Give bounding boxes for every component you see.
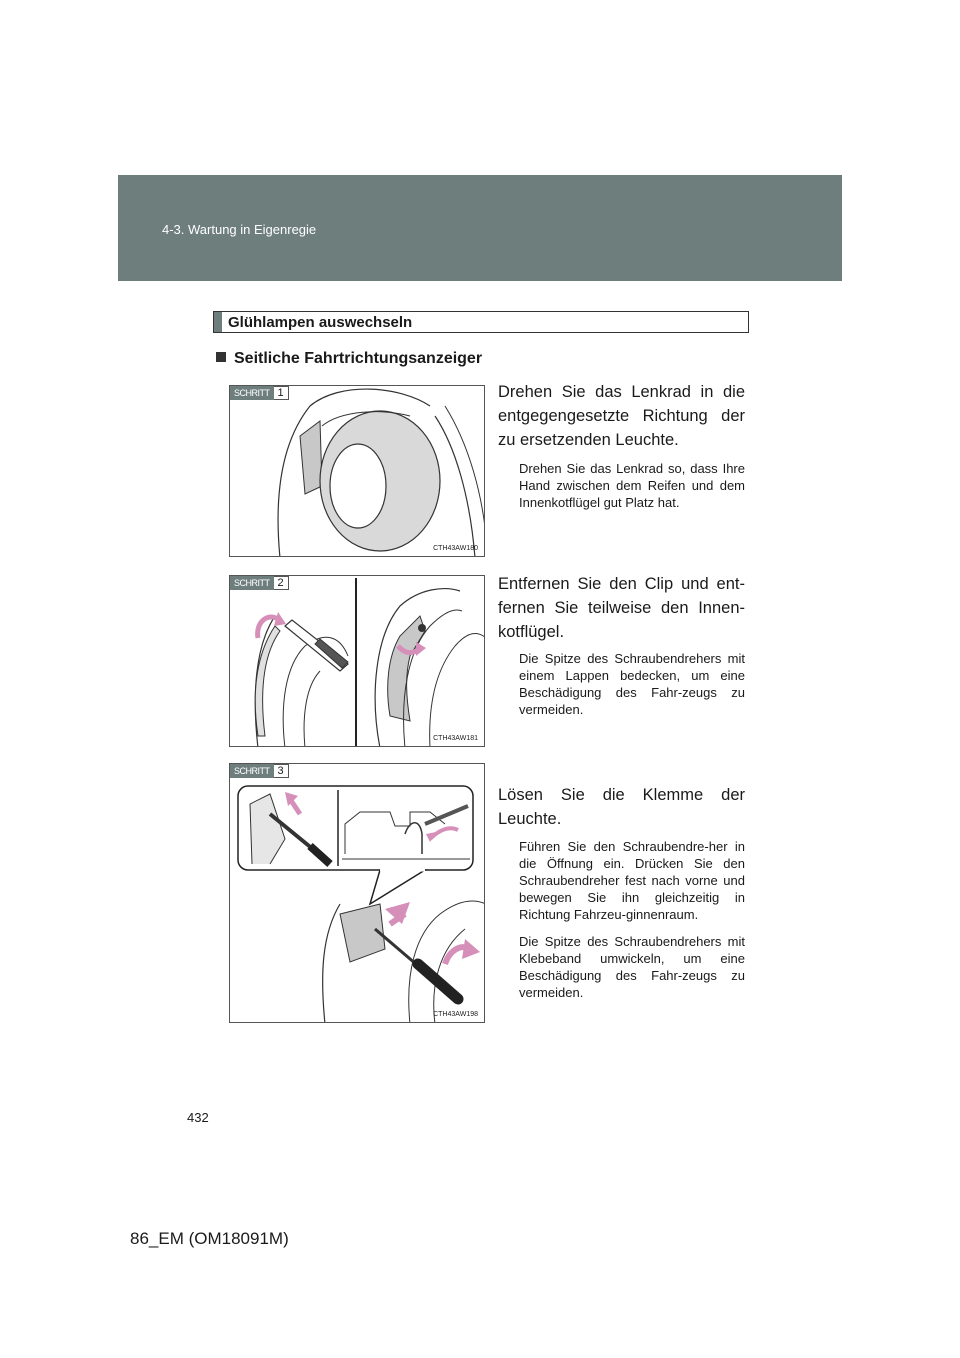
- step-badge-number: 3: [274, 764, 289, 778]
- lamp-clip-illustration: [230, 764, 485, 1023]
- step-badge-number: 1: [274, 386, 289, 400]
- square-bullet-icon: [216, 352, 226, 362]
- document-code: 86_EM (OM18091M): [130, 1229, 289, 1248]
- page-number: 432: [187, 1110, 209, 1125]
- step-badge-label: SCHRITT: [230, 386, 274, 400]
- step-2-illustration: [229, 575, 485, 747]
- section-title-box: [213, 311, 749, 333]
- step-3-note-2: Die Spitze des Schraubendrehers mit Klebeband umwickeln, um eine Beschädigung des Fahr-zeugs zu vermeiden.: [519, 934, 745, 1000]
- step-1-note-1: Drehen Sie das Lenkrad so, dass Ihre Hand zwischen dem Reifen und dem Innenkotflügel gut Platz hat.: [519, 461, 745, 510]
- step-2-badge: [230, 576, 289, 590]
- step-badge-number: 2: [274, 576, 289, 590]
- step-3-badge: [230, 764, 289, 778]
- image-code: CTH43AW180: [433, 545, 478, 552]
- wheel-illustration: [230, 386, 485, 557]
- step-badge-label: SCHRITT: [230, 576, 274, 590]
- section-title-bar: [214, 312, 222, 332]
- fender-illustration: [230, 576, 485, 747]
- step-1-instruction: Drehen Sie das Lenkrad in die entgegengesetzte Richtung der zu ersetzenden Leuchte.: [498, 383, 745, 449]
- step-2-instruction: Entfernen Sie den Clip und ent-fernen Sie teilweise den Innen-kotflügel.: [498, 575, 745, 641]
- section-breadcrumb: 4-3. Wartung in Eigenregie: [162, 222, 317, 237]
- step-2-note-1: Die Spitze des Schraubendrehers mit einem Lappen bedecken, um eine Beschädigung des Fahr-zeugs zu vermeiden.: [519, 651, 745, 717]
- step-badge-label: SCHRITT: [230, 764, 274, 778]
- image-code: CTH43AW181: [433, 735, 478, 742]
- image-code: CTH43AW198: [433, 1011, 478, 1018]
- step-3-note-1: Führen Sie den Schraubendre-her in die Öffnung ein. Drücken Sie den Schraubendreher fest nach vorne und bewegen Sie ihn gleichzeitig in Richtung Fahrzeu-ginnenraum.: [519, 839, 745, 922]
- subheading-text: Seitliche Fahrtrichtungsanzeiger: [234, 350, 483, 367]
- section-title: Glühlampen auswechseln: [228, 314, 413, 331]
- step-3-instruction: Lösen Sie die Klemme der Leuchte.: [498, 786, 745, 828]
- step-1-badge: [230, 386, 289, 400]
- step-1-illustration: [229, 385, 485, 557]
- subheading: [216, 350, 482, 368]
- step-3-illustration: [229, 763, 485, 1023]
